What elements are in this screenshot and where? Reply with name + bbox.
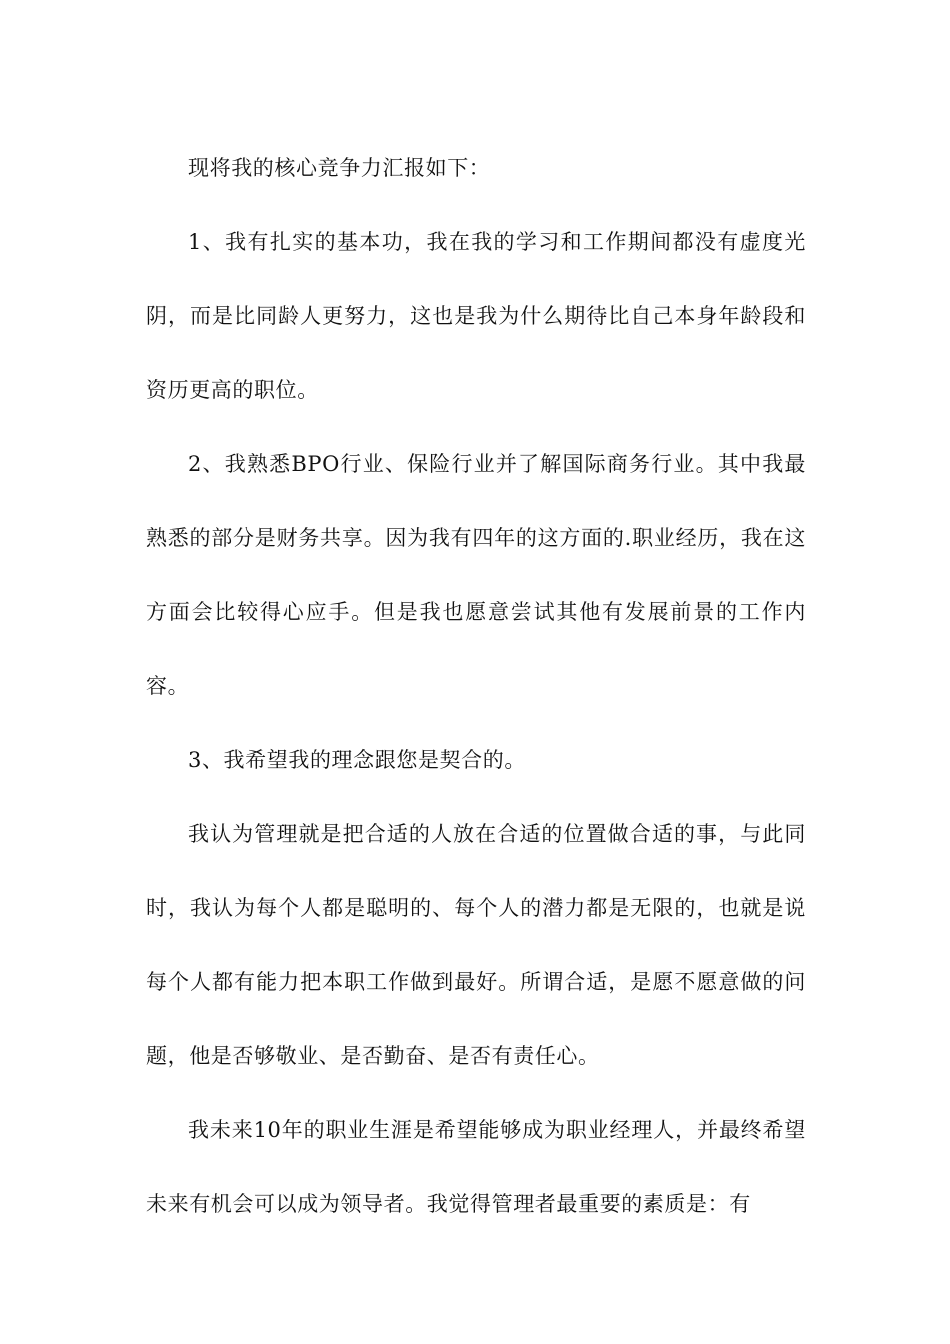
paragraph-management-view: 我认为管理就是把合适的人放在合适的位置做合适的事，与此同时，我认为每个人都是聪明的、每个人的潜力都是无限的，也就是说每个人都有能力把本职工作做到最好。所谓合适，是愿不愿意做的问题，他是否够敬业、是否勤奋、是否有责任心。 [146, 822, 806, 1068]
paragraph-point-1: 1、我有扎实的基本功，我在我的学习和工作期间都没有虚度光阴，而是比同龄人更努力，这也是我为什么期待比自己本身年龄段和资历更高的职位。 [146, 230, 806, 402]
paragraph-point-2: 2、我熟悉BPO行业、保险行业并了解国际商务行业。其中我最熟悉的部分是财务共享。因为我有四年的这方面的.职业经历，我在这方面会比较得心应手。但是我也愿意尝试其他有发展前景的工作内容。 [146, 452, 806, 698]
paragraph-intro: 现将我的核心竞争力汇报如下： [188, 156, 491, 180]
paragraph-point-3: 3、我希望我的理念跟您是契合的。 [188, 748, 526, 772]
paragraph-career-plan: 我未来10年的职业生涯是希望能够成为职业经理人，并最终希望未来有机会可以成为领导者。我觉得管理者最重要的素质是：有 [146, 1118, 806, 1216]
document-body [146, 131, 806, 1241]
